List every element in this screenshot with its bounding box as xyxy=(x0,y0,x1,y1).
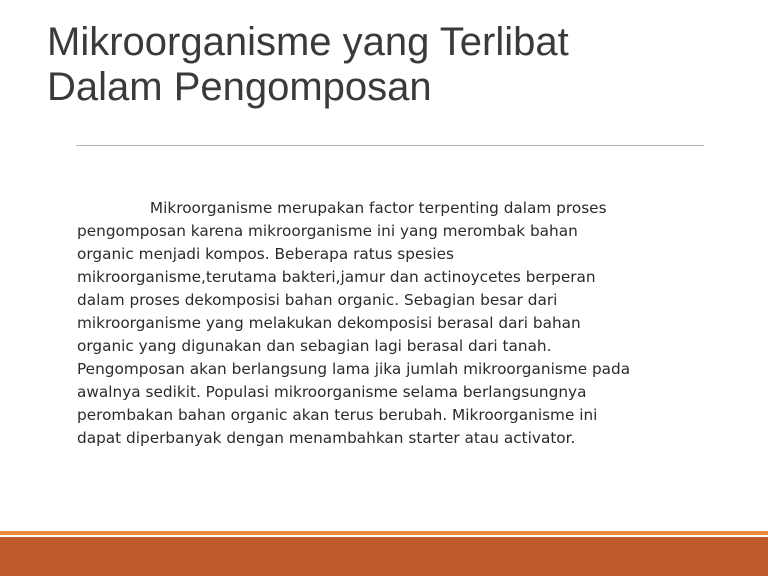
body-line-3: organic menjadi kompos. Beberapa ratus spesies xyxy=(77,245,454,263)
body-line-7: organic yang digunakan dan sebagian lagi berasal dari tanah. xyxy=(77,337,552,355)
body-line-10: perombakan bahan organic akan terus berubah. Mikroorganisme ini xyxy=(77,406,598,424)
footer-accent-stripe xyxy=(0,531,768,535)
title-divider xyxy=(76,145,704,146)
title-line-2: Dalam Pengomposan xyxy=(47,65,432,109)
body-line-9: awalnya sedikit. Populasi mikroorganisme selama berlangsungnya xyxy=(77,383,587,401)
body-line-6: mikroorganisme yang melakukan dekomposisi berasal dari bahan xyxy=(77,314,581,332)
body-line-1: Mikroorganisme merupakan factor terpenting dalam proses xyxy=(77,199,607,217)
footer-bar xyxy=(0,537,768,576)
body-line-2: pengomposan karena mikroorganisme ini yang merombak bahan xyxy=(77,222,578,240)
body-paragraph xyxy=(77,197,717,450)
slide-title xyxy=(47,20,747,110)
body-line-8: Pengomposan akan berlangsung lama jika jumlah mikroorganisme pada xyxy=(77,360,631,378)
body-line-4: mikroorganisme,terutama bakteri,jamur dan actinoycetes berperan xyxy=(77,268,596,286)
title-line-1: Mikroorganisme yang Terlibat xyxy=(47,20,569,64)
body-line-11: dapat diperbanyak dengan menambahkan starter atau activator. xyxy=(77,429,576,447)
body-line-5: dalam proses dekomposisi bahan organic. Sebagian besar dari xyxy=(77,291,558,309)
